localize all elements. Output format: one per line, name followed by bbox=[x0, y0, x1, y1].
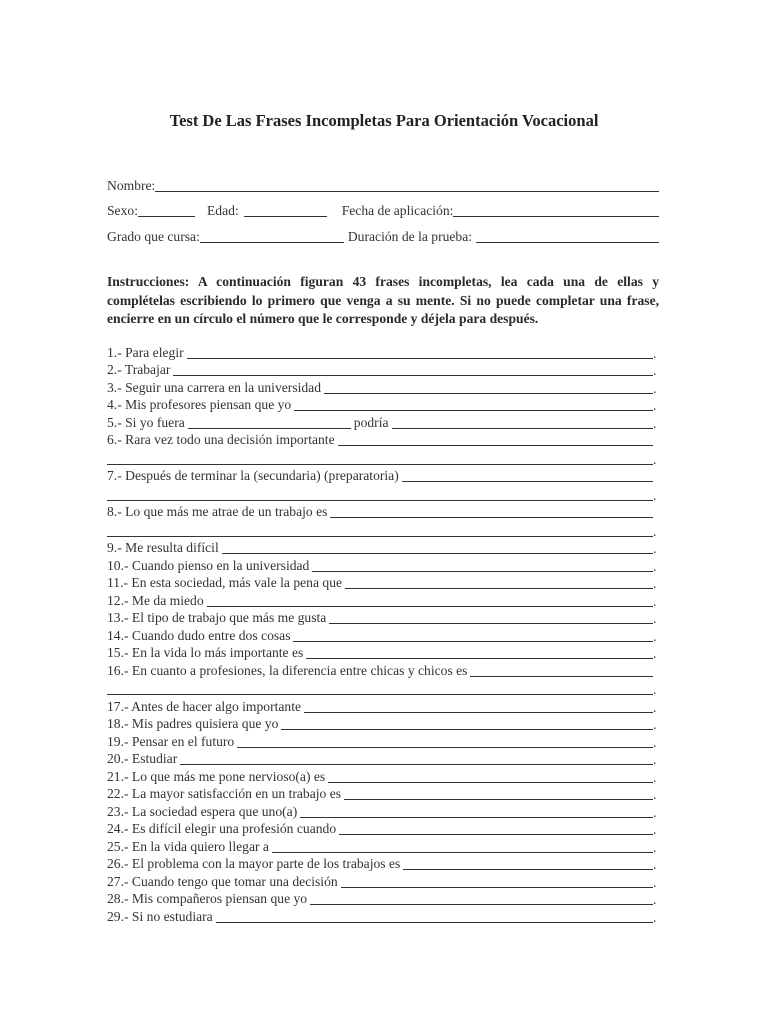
answer-line[interactable] bbox=[304, 699, 653, 713]
sentence-prompt: 26.- El problema con la mayor parte de los trabajos es bbox=[107, 856, 401, 871]
answer-line[interactable] bbox=[392, 415, 653, 429]
sentence-prompt: 1.- Para elegir bbox=[107, 344, 184, 360]
sentence-prompt: 8.- Lo que más me atrae de un trabajo es bbox=[107, 504, 328, 519]
sentence-list bbox=[107, 343, 659, 925]
line-end-mark: . bbox=[653, 909, 657, 925]
fecha-field[interactable] bbox=[453, 203, 659, 217]
answer-line[interactable] bbox=[324, 380, 653, 394]
grado-field[interactable] bbox=[200, 229, 344, 243]
sentence-item bbox=[107, 697, 659, 715]
line-end-mark: . bbox=[653, 682, 657, 698]
answer-line[interactable] bbox=[281, 716, 653, 730]
line-end-mark: . bbox=[653, 398, 657, 414]
sentence-item bbox=[107, 539, 659, 557]
line-end-mark: . bbox=[653, 363, 657, 379]
line-end-mark: . bbox=[653, 611, 657, 627]
sentence-item bbox=[107, 872, 659, 890]
sentence-item bbox=[107, 503, 659, 521]
answer-line[interactable] bbox=[293, 628, 653, 642]
answer-line[interactable] bbox=[294, 397, 653, 411]
sentence-prompt: 12.- Me da miedo bbox=[107, 592, 204, 608]
answer-line[interactable] bbox=[310, 891, 653, 905]
sentence-prompt: 17.- Antes de hacer algo importante bbox=[107, 698, 302, 714]
sentence-item bbox=[107, 343, 659, 361]
sentence-item bbox=[107, 767, 659, 785]
sentence-item bbox=[107, 413, 659, 431]
edad-label: Edad: bbox=[206, 203, 239, 218]
sentence-prompt: 25.- En la vida quiero llegar a bbox=[107, 838, 269, 854]
sentence-prompt: 2.- Trabajar bbox=[107, 362, 171, 377]
sentence-item bbox=[107, 591, 659, 609]
answer-line[interactable] bbox=[403, 856, 653, 870]
sentence-prompt: 23.- La sociedad espera que uno(a) bbox=[107, 803, 298, 819]
sentence-prompt: 10.- Cuando pienso en la universidad bbox=[107, 557, 310, 573]
line-end-mark: . bbox=[653, 769, 657, 785]
answer-line[interactable] bbox=[173, 362, 653, 376]
sentence-item bbox=[107, 785, 659, 803]
answer-line[interactable] bbox=[338, 432, 653, 446]
sentence-item bbox=[107, 556, 659, 574]
duracion-field[interactable] bbox=[476, 229, 659, 243]
sentence-prompt: 18.- Mis padres quisiera que yo bbox=[107, 716, 279, 731]
line-end-mark: . bbox=[653, 646, 657, 662]
sentence-prompt: 3.- Seguir una carrera en la universidad bbox=[107, 379, 322, 395]
fecha-label: Fecha de aplicación: bbox=[341, 203, 454, 218]
sentence-prompt: 19.- Pensar en el futuro bbox=[107, 733, 235, 749]
sentence-prompt: 5.- Si yo fuera bbox=[107, 414, 185, 430]
answer-line[interactable] bbox=[339, 821, 653, 835]
line-end-mark: . bbox=[653, 699, 657, 715]
sexo-label: Sexo: bbox=[107, 203, 138, 218]
edad-field[interactable] bbox=[244, 203, 327, 217]
answer-line[interactable] bbox=[341, 874, 653, 888]
line-end-mark: . bbox=[653, 787, 657, 803]
duracion-label: Duración de la prueba: bbox=[347, 228, 473, 244]
line-end-mark: . bbox=[653, 804, 657, 820]
sentence-item bbox=[107, 715, 659, 733]
answer-line[interactable] bbox=[306, 645, 653, 659]
sentence-item bbox=[107, 732, 659, 750]
sentence-prompt: 13.- El tipo de trabajo que más me gusta bbox=[107, 610, 327, 625]
answer-continuation bbox=[107, 520, 659, 539]
sentence-prompt: 11.- En esta sociedad, más vale la pena que bbox=[107, 575, 343, 590]
answer-continuation bbox=[107, 448, 659, 467]
line-end-mark: . bbox=[653, 487, 657, 503]
sentence-item bbox=[107, 626, 659, 644]
line-end-mark: . bbox=[653, 892, 657, 908]
answer-line[interactable] bbox=[312, 558, 653, 572]
answer-line[interactable] bbox=[107, 451, 653, 465]
line-end-mark: . bbox=[653, 576, 657, 592]
answer-line[interactable] bbox=[207, 593, 653, 607]
sentence-prompt: 24.- Es difícil elegir una profesión cuando bbox=[107, 821, 337, 836]
line-end-mark: . bbox=[653, 345, 657, 361]
answer-line[interactable] bbox=[470, 663, 653, 677]
answer-line[interactable] bbox=[107, 487, 653, 501]
answer-line[interactable] bbox=[402, 468, 653, 482]
sentence-item bbox=[107, 467, 659, 485]
sentence-item bbox=[107, 890, 659, 908]
answer-line[interactable] bbox=[237, 734, 653, 748]
sentence-prompt: 21.- Lo que más me pone nervioso(a) es bbox=[107, 768, 326, 784]
sentence-item bbox=[107, 750, 659, 768]
line-end-mark: . bbox=[653, 717, 657, 733]
line-end-mark: . bbox=[653, 380, 657, 396]
sentence-prompt: 15.- En la vida lo más importante es bbox=[107, 645, 304, 660]
line-end-mark: . bbox=[653, 451, 657, 467]
answer-line[interactable] bbox=[345, 575, 653, 589]
sentence-item bbox=[107, 396, 659, 414]
line-end-mark: . bbox=[653, 415, 657, 431]
sentence-prompt: 16.- En cuanto a profesiones, la diferencia entre chicas y chicos es bbox=[107, 662, 468, 678]
answer-continuation bbox=[107, 484, 659, 503]
answer-line[interactable] bbox=[107, 523, 653, 537]
sentence-item bbox=[107, 855, 659, 873]
sentence-item bbox=[107, 431, 659, 449]
sentence-item bbox=[107, 574, 659, 592]
sentence-item bbox=[107, 802, 659, 820]
sentence-item bbox=[107, 378, 659, 396]
line-end-mark: . bbox=[653, 857, 657, 873]
sentence-item bbox=[107, 907, 659, 925]
sentence-prompt: 27.- Cuando tengo que tomar una decisión bbox=[107, 873, 338, 889]
line-end-mark: . bbox=[653, 734, 657, 750]
answer-line[interactable] bbox=[272, 839, 653, 853]
sentence-item bbox=[107, 361, 659, 379]
answer-line[interactable] bbox=[180, 751, 653, 765]
line-end-mark: . bbox=[653, 822, 657, 838]
answer-line[interactable] bbox=[187, 345, 653, 359]
line-end-mark: . bbox=[653, 752, 657, 768]
sentence-prompt: 28.- Mis compañeros piensan que yo bbox=[107, 891, 308, 906]
line-end-mark: . bbox=[653, 541, 657, 557]
grado-label: Grado que cursa: bbox=[107, 228, 200, 244]
nombre-label: Nombre: bbox=[107, 177, 156, 193]
answer-line[interactable] bbox=[222, 540, 653, 554]
sentence-item bbox=[107, 609, 659, 627]
answer-line[interactable] bbox=[330, 504, 653, 518]
instructions-text: Instrucciones: A continuación figuran 43 frases incompletas, lea cada una de ellas y complételas escribiendo lo primero que venga a su mente. Si no puede completar una frase, encierre en un círculo el número que le corresponde y déjela para después. bbox=[107, 274, 659, 326]
sentence-prompt: 22.- La mayor satisfacción en un trabajo es bbox=[107, 786, 342, 801]
sentence-item bbox=[107, 661, 659, 679]
line-end-mark: . bbox=[653, 558, 657, 574]
line-end-mark: . bbox=[653, 593, 657, 609]
sentence-item bbox=[107, 820, 659, 838]
answer-line[interactable] bbox=[300, 804, 653, 818]
sentence-item bbox=[107, 837, 659, 855]
line-end-mark: . bbox=[653, 523, 657, 539]
sentence-prompt: 9.- Me resulta difícil bbox=[107, 540, 219, 555]
form-row-sexo-edad-fecha bbox=[107, 194, 659, 220]
answer-line[interactable] bbox=[329, 610, 653, 624]
sentence-prompt: 14.- Cuando dudo entre dos cosas bbox=[107, 627, 291, 643]
form-row-grado-duracion bbox=[107, 219, 659, 245]
sentence-prompt: 29.- Si no estudiara bbox=[107, 908, 213, 924]
answer-line[interactable] bbox=[107, 681, 653, 695]
line-end-mark: . bbox=[653, 839, 657, 855]
answer-line[interactable] bbox=[188, 415, 351, 429]
line-end-mark: . bbox=[653, 628, 657, 644]
nombre-field[interactable] bbox=[155, 178, 659, 192]
sentence-item bbox=[107, 644, 659, 662]
line-end-mark: . bbox=[653, 874, 657, 890]
sentence-prompt: 20.- Estudiar bbox=[107, 751, 178, 766]
answer-continuation bbox=[107, 679, 659, 698]
answer-line[interactable] bbox=[328, 769, 653, 783]
answer-line[interactable] bbox=[216, 909, 653, 923]
sentence-prompt: 6.- Rara vez todo una decisión importante bbox=[107, 432, 335, 447]
sentence-prompt: 4.- Mis profesores piensan que yo bbox=[107, 397, 292, 412]
sentence-prompt: 7.- Después de terminar la (secundaria) (preparatoria) bbox=[107, 468, 399, 483]
document-title: Test De Las Frases Incompletas Para Orientación Vocacional bbox=[169, 111, 599, 130]
sexo-field[interactable] bbox=[138, 203, 195, 217]
sentence-mid-text: podría bbox=[353, 414, 389, 430]
form-row-nombre bbox=[107, 168, 659, 194]
header-form bbox=[107, 168, 659, 245]
answer-line[interactable] bbox=[344, 786, 653, 800]
